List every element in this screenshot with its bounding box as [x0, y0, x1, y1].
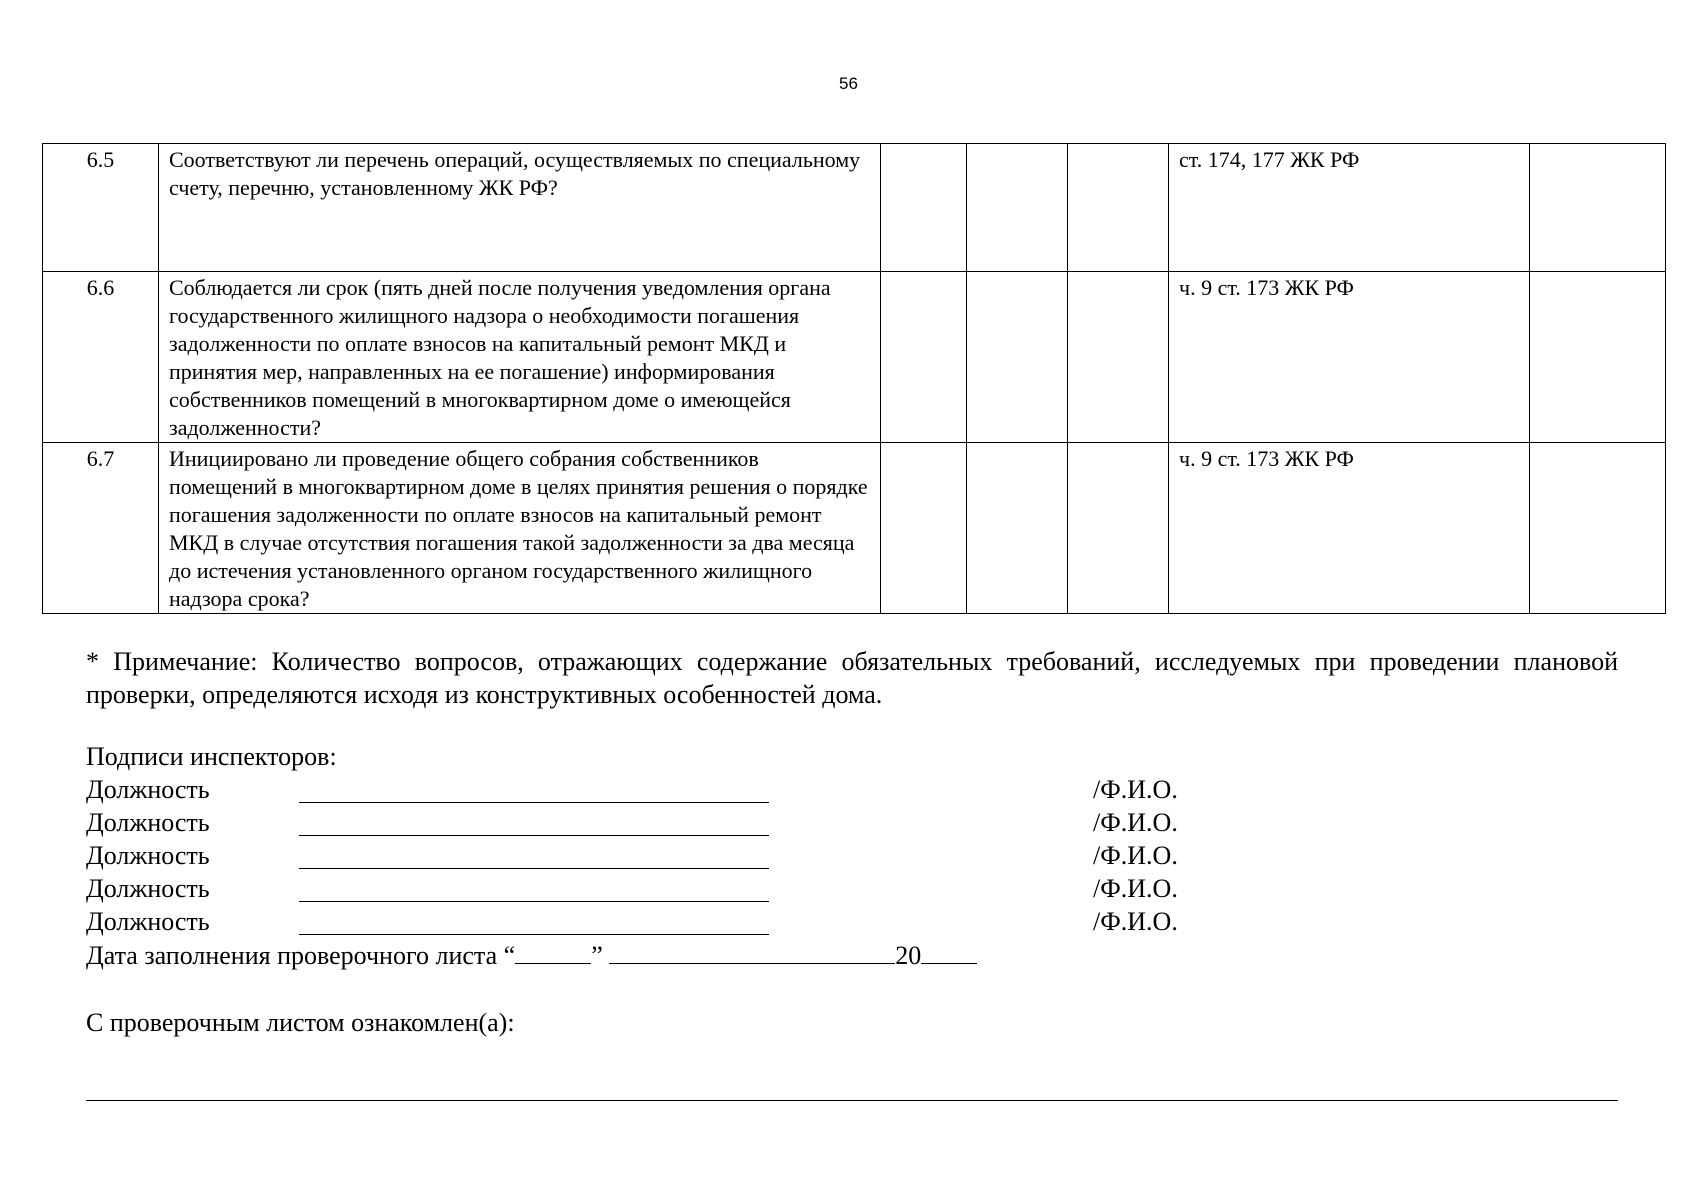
position-label: Должность — [86, 841, 210, 870]
signature-line — [299, 934, 769, 935]
notes-cell — [1530, 443, 1666, 614]
fio-label: /Ф.И.О. — [1093, 907, 1178, 936]
answer-cell-yes — [881, 443, 967, 614]
legal-reference: ст. 174, 177 ЖК РФ — [1169, 144, 1530, 272]
row-number: 6.5 — [43, 144, 159, 272]
acquainted-signature-line — [86, 1100, 1618, 1101]
signature-line — [299, 802, 769, 803]
answer-cell-na — [1068, 144, 1169, 272]
answer-cell-no — [967, 144, 1068, 272]
year-prefix: 20 — [895, 941, 922, 970]
fio-label: /Ф.И.О. — [1093, 841, 1178, 870]
signature-row — [86, 873, 1486, 905]
legal-reference: ч. 9 ст. 173 ЖК РФ — [1169, 272, 1530, 443]
question-text: Соответствуют ли перечень операций, осуществляемых по специальному счету, перечню, установленному ЖК РФ? — [159, 144, 881, 272]
table-row — [43, 272, 1666, 443]
signature-row — [86, 906, 1486, 938]
fill-date-line — [86, 939, 977, 972]
notes-cell — [1530, 272, 1666, 443]
answer-cell-yes — [881, 144, 967, 272]
answer-cell-no — [967, 443, 1068, 614]
day-blank — [515, 939, 591, 964]
month-blank — [609, 939, 895, 964]
signature-row — [86, 774, 1486, 806]
fio-label: /Ф.И.О. — [1093, 874, 1178, 903]
signature-row — [86, 807, 1486, 839]
answer-cell-na — [1068, 443, 1169, 614]
answer-cell-no — [967, 272, 1068, 443]
legal-reference: ч. 9 ст. 173 ЖК РФ — [1169, 443, 1530, 614]
footnote: * Примечание: Количество вопросов, отражающих содержание обязательных требований, исследуемых при проведении плановой проверки, определяются исходя из конструктивных особенностей дома. — [86, 647, 1618, 709]
signature-row — [86, 840, 1486, 872]
position-label: Должность — [86, 775, 210, 804]
signatures-title: Подписи инспекторов: — [86, 742, 337, 771]
answer-cell-yes — [881, 272, 967, 443]
question-text: Соблюдается ли срок (пять дней после получения уведомления органа государственного жилищного надзора о необходимости погашения задолженности по оплате взносов на капитальный ремонт МКД и принятия мер, направленных на ее погашение) информирования собственников помещений в многоквартирном доме о имеющейся задолженности? — [159, 272, 881, 443]
question-text: Инициировано ли проведение общего собрания собственников помещений в многоквартирном доме в целях принятия решения о порядке погашения задолженности по оплате взносов на капитальный ремонт МКД в случае отсутствия погашения такой задолженности за два месяца до истечения установленного органом государственного жилищного надзора срока? — [159, 443, 881, 614]
notes-cell — [1530, 144, 1666, 272]
fio-label: /Ф.И.О. — [1093, 808, 1178, 837]
quote-close: ” — [591, 941, 603, 970]
page-number: 56 — [839, 74, 858, 93]
position-label: Должность — [86, 907, 210, 936]
answer-cell-na — [1068, 272, 1169, 443]
table-row — [43, 144, 1666, 272]
year-blank — [921, 939, 977, 964]
position-label: Должность — [86, 874, 210, 903]
table-row — [43, 443, 1666, 614]
signature-line — [299, 901, 769, 902]
row-number: 6.7 — [43, 443, 159, 614]
signature-line — [299, 835, 769, 836]
date-label: Дата заполнения проверочного листа “ — [86, 941, 516, 970]
row-number: 6.6 — [43, 272, 159, 443]
signature-line — [299, 868, 769, 869]
acquainted-label: С проверочным листом ознакомлен(а): — [86, 1008, 515, 1037]
position-label: Должность — [86, 808, 210, 837]
checklist-table — [42, 143, 1666, 614]
fio-label: /Ф.И.О. — [1093, 775, 1178, 804]
